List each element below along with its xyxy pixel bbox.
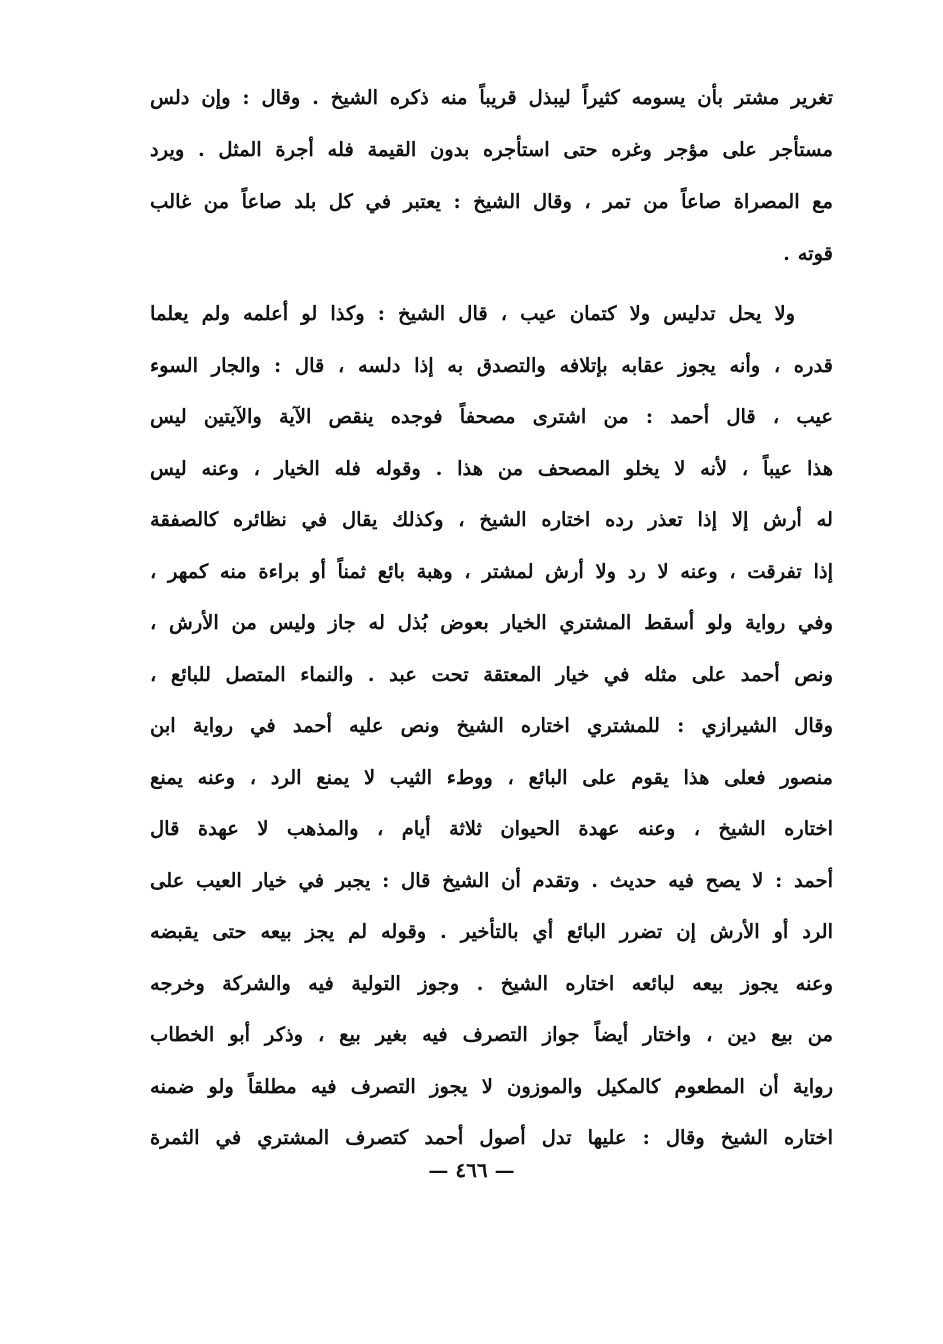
paragraph-1 — [150, 72, 833, 280]
text-line: رواية أن المطعوم كالمكيل والموزون لا يجوز التصرف فيه مطلقاً ولو ضمنه — [150, 1074, 833, 1098]
text-line: اختاره الشيخ وقال : عليها تدل أصول أحمد كتصرف المشتري في الثمرة — [150, 1126, 833, 1149]
text-line: مستأجر على مؤجر وغره حتى استأجره بدون القيمة فله أجرة المثل . ويرد — [150, 138, 833, 161]
text-line: وعنه يجوز بيعه لبائعه اختاره الشيخ . وجوز التولية فيه والشركة وخرجه — [150, 971, 833, 995]
text-line: منصور فعلى هذا يقوم على البائع ، ووطء الثيب لا يمنع الرد ، وعنه يمنع — [150, 765, 833, 789]
text-line: وفي رواية ولو أسقط المشتري الخيار بعوض بُذل له جاز وليس من الأرش ، — [150, 611, 833, 634]
text-line: اختاره الشيخ ، وعنه عهدة الحيوان ثلاثة أيام ، والمذهب لا عهدة قال — [150, 817, 833, 840]
text-line: وقال الشيرازي : للمشتري اختاره الشيخ ونص عليه أحمد في رواية ابن — [150, 714, 833, 737]
text-line: له أرش إلا إذا تعذر رده اختاره الشيخ ، وكذلك يقال في نظائره كالصفقة — [150, 508, 833, 531]
text-line: من بيع دين ، واختار أيضاً جواز التصرف فيه بغير بيع ، وذكر أبو الخطاب — [150, 1023, 833, 1046]
text-line: هذا عيباً ، لأنه لا يخلو المصحف من هذا . وقوله فله الخيار ، وعنه ليس — [150, 456, 833, 480]
text-line: قدره ، وأنه يجوز عقابه بإتلافه والتصدق به إذا دلسه ، قال : والجار السوء — [150, 353, 833, 377]
text-line: عيب ، قال أحمد : من اشترى مصحفاً فوجده ينقص الآية والآيتين ليس — [150, 405, 833, 428]
text-line: أحمد : لا يصح فيه حديث . وتقدم أن الشيخ قال : يجبر في خيار العيب على — [150, 868, 833, 892]
text-line: تغرير مشتر بأن يسومه كثيراً ليبذل قريباً منه ذكره الشيخ . وقال : وإن دلس — [150, 86, 833, 109]
text-line: مع المصراة صاعاً من تمر ، وقال الشيخ : يعتبر في كل بلد صاعاً من غالب — [150, 190, 833, 213]
text-line: ونص أحمد على مثله في خيار المعتقة تحت عبد . والنماء المتصل للبائع ، — [150, 662, 833, 686]
text-line: إذا تفرقت ، وعنه لا رد ولا أرش لمشتر ، وهبة بائع ثمناً أو براءة منه كمهر ، — [150, 559, 833, 583]
paragraph-2 — [150, 288, 833, 1164]
page-number: — ٤٦٦ — — [428, 1158, 515, 1182]
text-line: الرد أو الأرش إن تضرر البائع أي بالتأخير . وقوله لم يجز بيعه حتى يقبضه — [150, 920, 833, 943]
text-line: ولا يحل تدليس ولا كتمان عيب ، قال الشيخ : وكذا لو أعلمه ولم يعلما — [150, 302, 795, 325]
text-line: قوته . — [783, 242, 833, 265]
